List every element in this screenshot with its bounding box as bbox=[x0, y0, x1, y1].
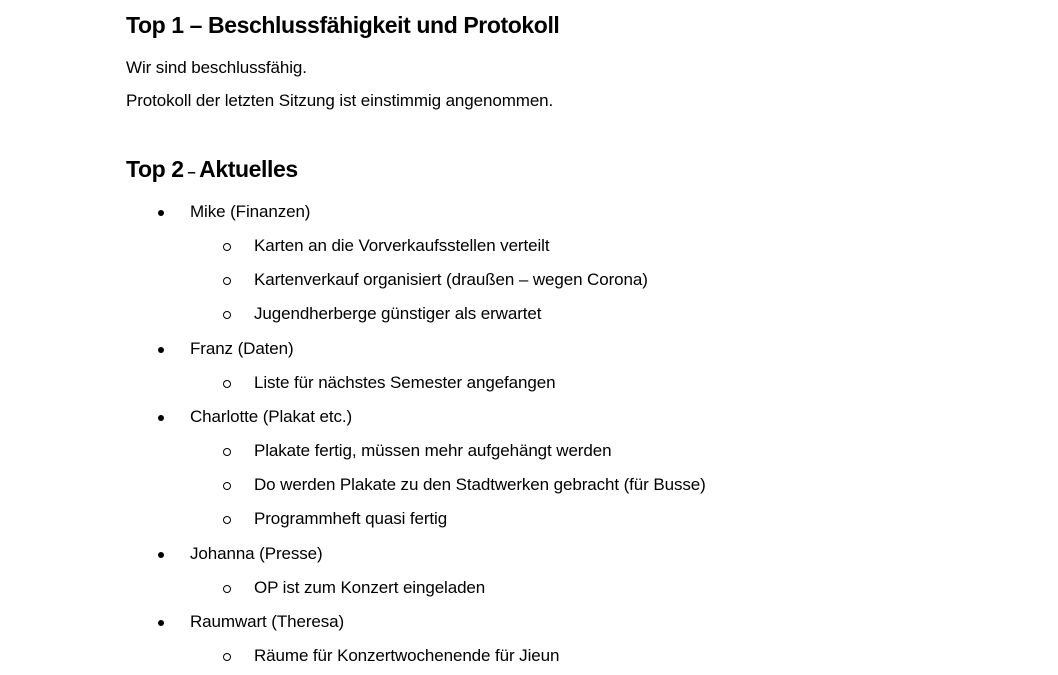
list-item-label: Mike (Finanzen) bbox=[190, 202, 311, 221]
section-heading-top1: Top 1 – Beschlussfähigkeit und Protokoll bbox=[126, 12, 560, 38]
bullet-icon bbox=[158, 347, 164, 353]
sub-list-item-label: Liste für nächstes Semester angefangen bbox=[254, 373, 556, 392]
list-item-label: Franz (Daten) bbox=[190, 339, 294, 358]
heading-rest: Aktuelles bbox=[199, 156, 298, 182]
sub-list-item-label: OP ist zum Konzert eingeladen bbox=[254, 578, 486, 597]
sub-list-item-label: Jugendherberge günstiger als erwartet bbox=[254, 304, 542, 323]
sub-list-item-label: Karten an die Vorverkaufsstellen verteilt bbox=[254, 236, 550, 255]
circle-bullet-icon bbox=[223, 448, 231, 456]
heading-dash: – bbox=[183, 164, 200, 181]
bullet-icon bbox=[158, 415, 164, 421]
circle-bullet-icon bbox=[223, 516, 231, 524]
paragraph-protocol: Protokoll der letzten Sitzung ist einstimmig angenommen. bbox=[126, 91, 554, 110]
sub-list-item-label: Do werden Plakate zu den Stadtwerken gebracht (für Busse) bbox=[254, 475, 706, 494]
paragraph-quorum: Wir sind beschlussfähig. bbox=[126, 58, 307, 77]
sub-list-item-label: Programmheft quasi fertig bbox=[254, 509, 448, 528]
bullet-icon bbox=[158, 620, 164, 626]
circle-bullet-icon bbox=[223, 380, 231, 388]
circle-bullet-icon bbox=[223, 243, 231, 251]
circle-bullet-icon bbox=[223, 482, 231, 490]
circle-bullet-icon bbox=[223, 585, 231, 593]
circle-bullet-icon bbox=[223, 653, 231, 661]
bullet-icon bbox=[158, 552, 164, 558]
heading-prefix: Top 2 bbox=[126, 156, 184, 182]
list-item-label: Raumwart (Theresa) bbox=[190, 612, 345, 631]
circle-bullet-icon bbox=[223, 277, 231, 285]
sub-list-item-label: Kartenverkauf organisiert (draußen – wegen Corona) bbox=[254, 270, 648, 289]
sub-list-item-label: Plakate fertig, müssen mehr aufgehängt werden bbox=[254, 441, 612, 460]
list-item-label: Johanna (Presse) bbox=[190, 544, 323, 563]
bullet-icon bbox=[158, 210, 164, 216]
circle-bullet-icon bbox=[223, 311, 231, 319]
sub-list-item-label: Räume für Konzertwochenende für Jieun bbox=[254, 646, 560, 665]
section-heading-top2 bbox=[126, 156, 298, 183]
list-item-label: Charlotte (Plakat etc.) bbox=[190, 407, 353, 426]
